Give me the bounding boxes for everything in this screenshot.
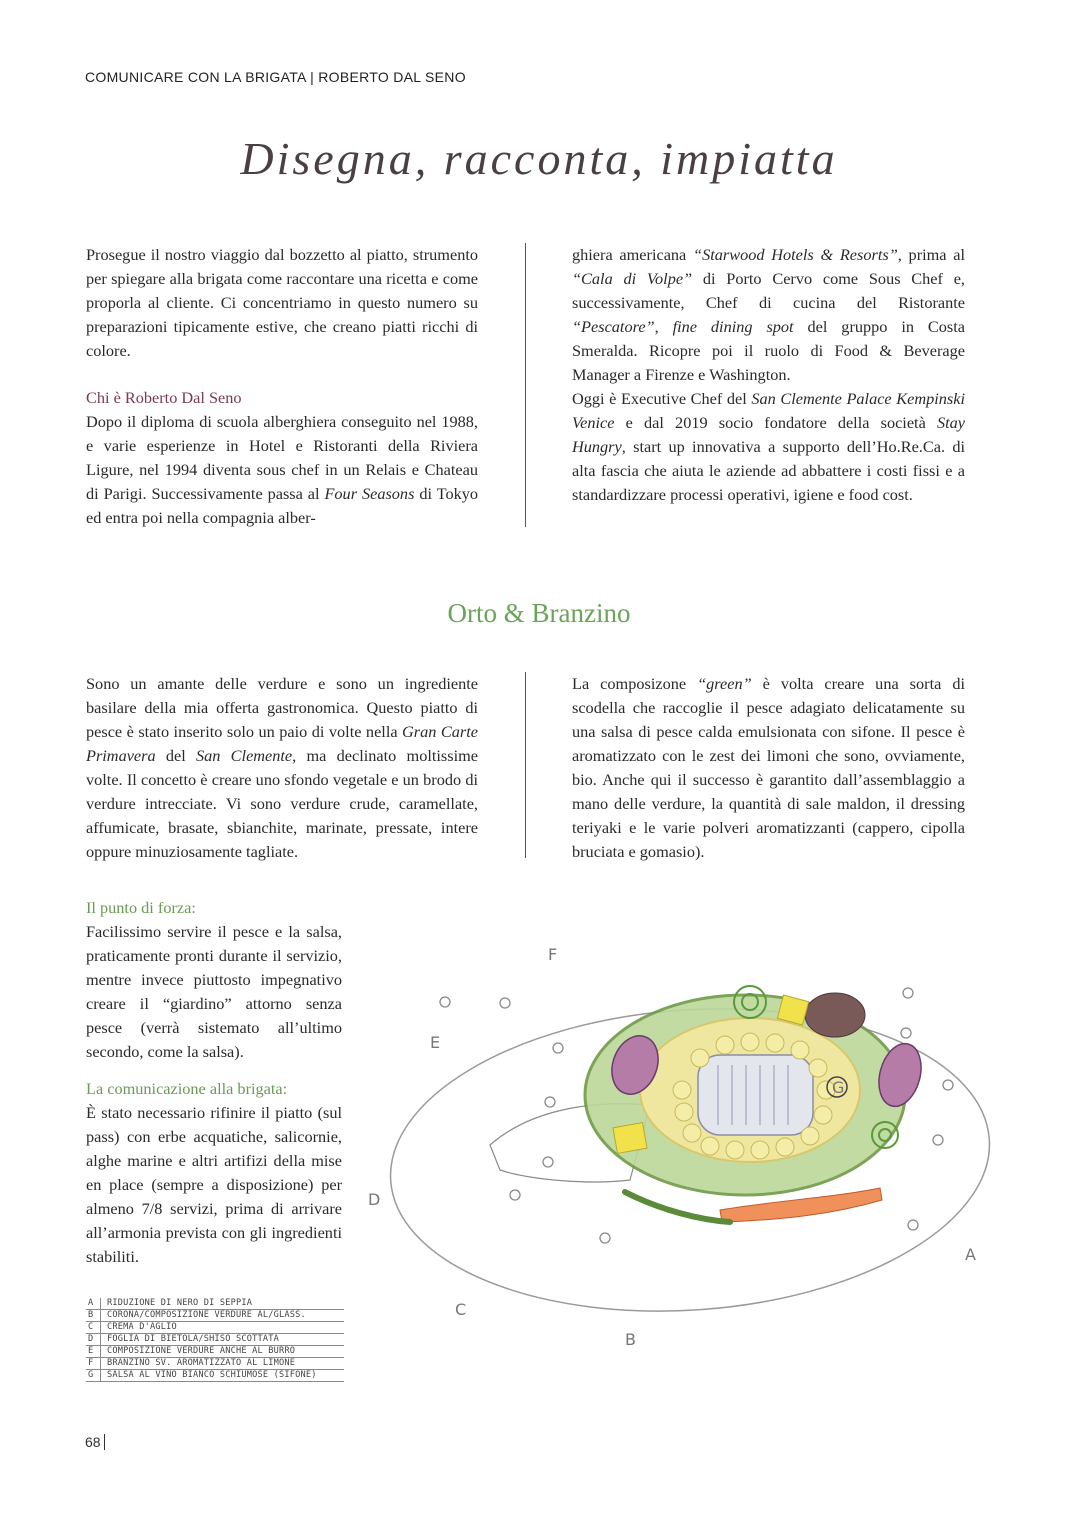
intro-left-column [86, 243, 478, 530]
bio-heading: Chi è Roberto Dal Seno [86, 388, 242, 407]
sketch-label-c: C [455, 1300, 467, 1319]
page-title: Disegna, racconta, impiatta [240, 133, 838, 184]
strength-heading: Il punto di forza: [86, 898, 196, 917]
sketch-label-d: D [368, 1190, 381, 1209]
running-head: COMUNICARE CON LA BRIGATA | ROBERTO DAL SENO [85, 69, 466, 85]
legend-row: F BRANZINO SV. AROMATIZZATO AL LIMONE [86, 1358, 344, 1370]
sketch-label-a: A [965, 1245, 976, 1264]
recipe-left-column [86, 672, 478, 864]
intro-right-column [572, 243, 965, 507]
bio-paragraph-current: Oggi è Executive Chef del San Clemente Palace Kempinski Venice e dal 2019 socio fondatore della società Stay Hungry, start up innovativa a supporto dell’Ho.Re.Ca. di alta fascia che aiuta le aziende ad abbattere i costi fissi e a standardizzare processi operativi, igiene e food cost. [572, 389, 965, 504]
brigade-heading: La comunicazione alla brigata: [86, 1079, 288, 1098]
section-title: Orto & Branzino [447, 598, 631, 628]
fish-fillet [698, 1055, 813, 1135]
legend-row: C CREMA D'AGLIO [86, 1322, 344, 1334]
bio-paragraph-right: ghiera americana “Starwood Hotels & Resorts”, prima al “Cala di Volpe” di Porto Cervo come Sous Chef e, successivamente, Chef di cucina del Ristorante “Pescatore”, fine dining spot del gruppo in Costa Smeralda. Ricopre poi il ruolo di Food & Beverage Manager a Firenze e Washington. [572, 245, 966, 384]
legend-row: E COMPOSIZIONE VERDURE ANCHE AL BURRO [86, 1346, 344, 1358]
intro-paragraph: Prosegue il nostro viaggio dal bozzetto al piatto, strumento per spiegare alla brigata come raccontare una ricetta e come proporla al cliente. Ci concentriamo in questo numero su preparazioni tipicamente estive, che creano piatti ricchi di colore. [86, 245, 478, 360]
recipe-paragraph-left: Sono un amante delle verdure e sono un ingrediente basilare della mia offerta gastronomica. Questo piatto di pesce è stato inserito solo un paio di volte nella Gran Carte Primavera del San Clemente, ma declinato moltissime volte. Il concetto è creare uno sfondo vegetale e un brodo di verdure intrecciate. Vi sono verdure crude, caramellate, affumicate, brasate, sbianchite, marinate, pressate, intere oppure minuziosamente tagliate. [86, 674, 478, 861]
bio-paragraph-left: Dopo il diploma di scuola alberghiera conseguito nel 1988, e varie esperienze in Hotel e Ristoranti della Riviera Ligure, nel 1994 diventa sous chef in un Relais e Chateau di Parigi. Successivamente passa al Four Seasons di Tokyo ed entra poi nella compagnia alber- [86, 412, 479, 527]
recipe-paragraph-right: La composizone “green” è volta creare una sorta di scodella che raccoglie il pesce adagiato delicatamente su una salsa di pesce calda emulsionata con sifone. Il pesce è aromatizzato con le zest dei limoni che sono, ovviamente, bio. Anche qui il successo è garantito dall’assemblaggio a mano delle verdure, la quantità di sale maldon, il dressing teriyaki e le varie polveri aromatizzanti (cappero, cipolla bruciata e gomasio). [572, 674, 965, 861]
sketch-label-f: F [548, 945, 558, 964]
legend-row: B CORONA/COMPOSIZIONE VERDURE AL/GLASS. [86, 1310, 344, 1322]
page-number: 68 [85, 1434, 105, 1450]
notes-column [86, 896, 342, 1269]
brown-reduction [805, 993, 865, 1037]
sketch-label-b: B [625, 1330, 636, 1349]
strength-text: Facilissimo servire il pesce e la salsa, praticamente pronti durante il servizio, mentre invece piuttosto impegnativo creare il “giardino” attorno senza pesce (verrà sistemato all’ultimo secondo, come la salsa). [86, 922, 342, 1061]
column-divider [525, 243, 526, 527]
column-divider-2 [525, 672, 526, 858]
sketch-legend [86, 1298, 344, 1382]
legend-row: A RIDUZIONE DI NERO DI SEPPIA [86, 1298, 344, 1310]
legend-row: G SALSA AL VINO BIANCO SCHIUMOSE (SIFONE) [86, 1370, 344, 1382]
recipe-right-column [572, 672, 965, 864]
sketch-label-e: E [430, 1033, 441, 1052]
plating-sketch [360, 930, 1000, 1350]
sketch-label-g: G [832, 1078, 845, 1097]
legend-row: D FOGLIA DI BIETOLA/SHISO SCOTTATA [86, 1334, 344, 1346]
brigade-text: È stato necessario rifinire il piatto (sul pass) con erbe acquatiche, salicornie, alghe marine e altri artifizi della mise en place (sempre a disposizione) per almeno 7/8 servizi, prima di arrivare all’armonia prevista con gli ingredienti stabiliti. [86, 1103, 342, 1266]
